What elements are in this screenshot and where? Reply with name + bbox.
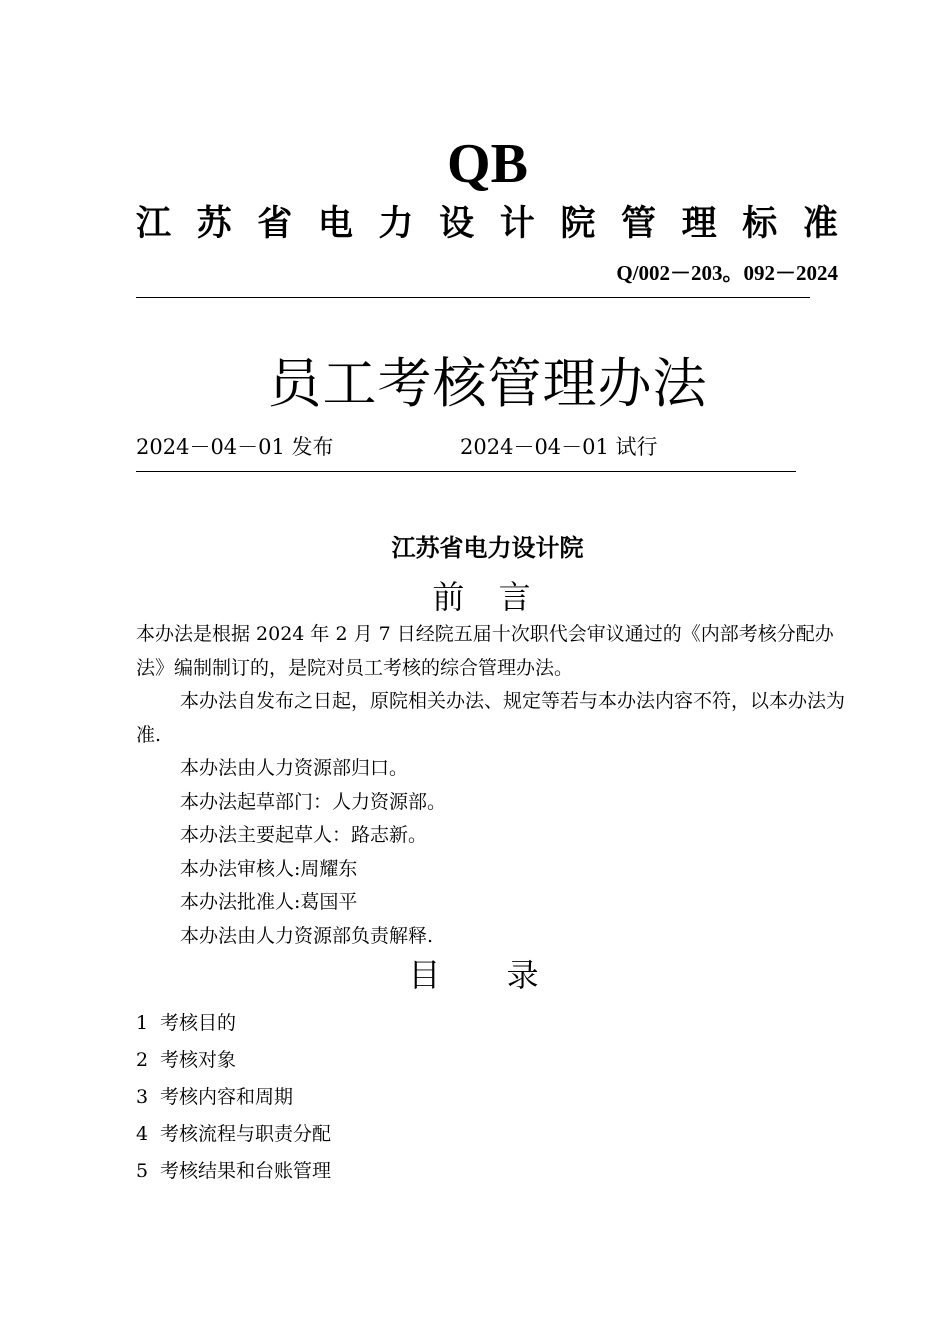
organization-standard-title xyxy=(136,200,838,248)
preface-paragraph: 本办法自发布之日起，原院相关办法、规定等若与本办法内容不符，以本办法为准. xyxy=(136,690,846,746)
org-title-char: 管 xyxy=(621,204,657,244)
preface-paragraph: 本办法由人力资源部归口。 xyxy=(180,757,409,779)
org-title-char: 计 xyxy=(499,204,535,244)
org-title-char: 院 xyxy=(560,204,596,244)
toc-item-number: 1 xyxy=(136,1012,149,1034)
toc-item-number: 5 xyxy=(136,1160,149,1182)
org-title-char: 理 xyxy=(681,204,717,244)
preface-body xyxy=(136,618,848,953)
preface-heading: 前 言 xyxy=(432,578,543,616)
document-title: 员工考核管理办法 xyxy=(267,352,708,415)
table-of-contents xyxy=(136,1005,331,1190)
toc-item[interactable] xyxy=(136,1079,331,1116)
toc-item-number: 4 xyxy=(136,1123,149,1145)
preface-paragraph: 本办法审核人:周耀东 xyxy=(180,857,358,880)
org-title-char: 电 xyxy=(317,204,353,244)
org-title-char: 江 xyxy=(136,204,172,244)
standard-code: Q/002－203。092－2024 xyxy=(616,261,838,285)
org-title-char: 力 xyxy=(378,204,414,244)
preface-paragraph: 本办法批准人:葛国平 xyxy=(180,891,358,913)
toc-item-label: 考核对象 xyxy=(160,1049,237,1071)
toc-item-label: 考核结果和台账管理 xyxy=(160,1160,332,1182)
toc-item-label: 考核内容和周期 xyxy=(160,1086,294,1108)
date-divider xyxy=(136,471,796,472)
standard-mark: QB xyxy=(447,133,528,195)
toc-item[interactable] xyxy=(136,1042,331,1079)
org-title-char: 准 xyxy=(802,204,838,244)
publisher-name: 江苏省电力设计院 xyxy=(391,534,584,562)
toc-item-label: 考核流程与职责分配 xyxy=(160,1123,332,1145)
org-title-char: 苏 xyxy=(196,204,232,244)
toc-item[interactable] xyxy=(136,1005,331,1042)
org-title-char: 设 xyxy=(439,204,475,244)
header-divider xyxy=(136,297,810,298)
preface-paragraph: 本办法是根据 2024 年 2 月 7 日经院五届十次职代会审议通过的《内部考核分配办法》编制制订的，是院对员工考核的综合管理办法。 xyxy=(136,623,834,679)
toc-item-number: 2 xyxy=(136,1049,149,1071)
org-title-char: 标 xyxy=(742,204,778,244)
trial-date: 2024－04－01 试行 xyxy=(460,435,658,459)
preface-paragraph: 本办法主要起草人：路志新。 xyxy=(180,824,428,846)
toc-item-label: 考核目的 xyxy=(160,1012,237,1034)
preface-paragraph: 本办法由人力资源部负责解释. xyxy=(180,924,434,947)
preface-paragraph: 本办法起草部门：人力资源部。 xyxy=(180,790,447,813)
publish-date: 2024－04－01 发布 xyxy=(136,435,334,459)
toc-item[interactable] xyxy=(136,1116,331,1153)
org-title-char: 省 xyxy=(257,204,293,244)
toc-item[interactable] xyxy=(136,1153,331,1190)
toc-heading: 目 录 xyxy=(408,956,567,994)
toc-item-number: 3 xyxy=(136,1086,149,1108)
